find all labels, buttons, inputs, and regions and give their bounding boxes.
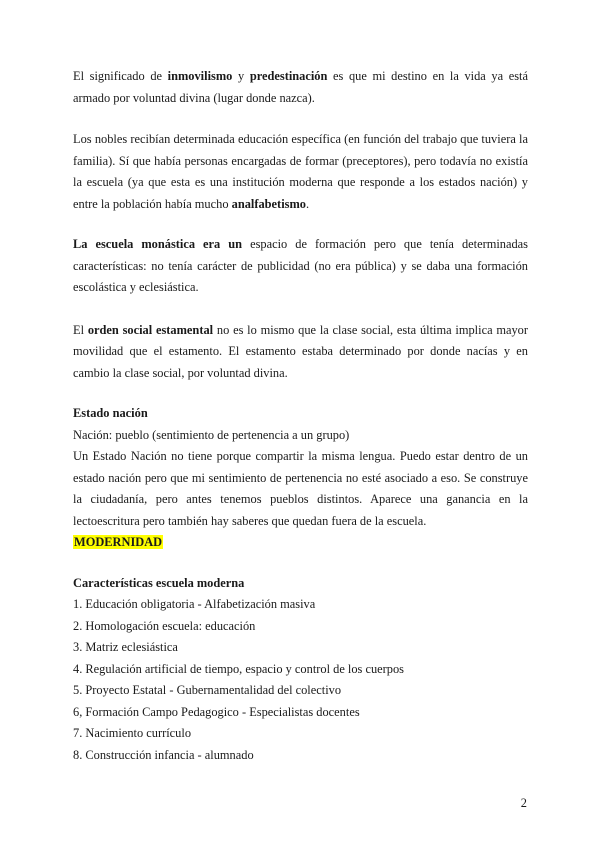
heading-estado-nacion: Estado nación (73, 406, 148, 420)
paragraph-inmovilismo: El significado de inmovilismo y predestinación es que mi destino en la vida ya está armado por voluntad divina (lugar donde nazca). (73, 69, 528, 105)
list-item: 5. Proyecto Estatal - Gubernamentalidad del colectivo (73, 683, 342, 697)
heading-caracteristicas: Características escuela moderna (73, 575, 245, 590)
list-item: 1. Educación obligatoria - Alfabetización masiva (73, 597, 316, 611)
paragraph-nobles: Los nobles recibían determinada educación específica (en función del trabajo que tuviera la familia). Sí que había personas encargadas de formar (preceptores), pero todavía no existía la escuela (ya que esta es una institución moderna que responde a los estados nación) y entre la población había mucho analfabetismo. (73, 132, 528, 211)
paragraph-orden-social: El orden social estamental no es lo mismo que la clase social, esta última implica mayor movilidad que el estamento. El estamento estaba determinado por donde nacías y en cambio la clase social, por voluntad divina. (73, 322, 529, 380)
term-analfabetismo: analfabetismo (231, 196, 306, 211)
list-item: 3. Matriz eclesiástica (73, 640, 178, 654)
term-orden-social: orden social estamental (87, 322, 214, 337)
term-escuela-monastica: La escuela monástica era un (73, 237, 243, 251)
page-number: 2 (520, 796, 527, 810)
list-item: 4. Regulación artificial de tiempo, espacio y control de los cuerpos (73, 661, 405, 676)
definition-nacion: Nación: pueblo (sentimiento de pertenencia a un grupo) (73, 427, 350, 442)
paragraph-escuela-monastica: La escuela monástica era un espacio de formación pero que tenía determinadas características: no tenía carácter de publicidad (no era pública) y se daba una formación escolástica y eclesiástica. (73, 237, 528, 294)
list-item: 7. Nacimiento currículo (73, 726, 192, 740)
characteristics-list (73, 594, 528, 766)
section-estado-nacion (73, 403, 528, 532)
list-item: 2. Homologación escuela: educación (73, 618, 256, 633)
term-inmovilismo: inmovilismo (167, 69, 233, 83)
section-caracteristicas (73, 573, 528, 767)
heading-modernidad: MODERNIDAD (74, 535, 163, 549)
list-item: 6, Formación Campo Pedagogico - Especialistas docentes (73, 704, 360, 719)
list-item: 8. Construcción infancia - alumnado (73, 747, 254, 762)
document-page (73, 66, 528, 766)
paragraph-estado-nacion: Un Estado Nación no tiene porque compartir la misma lengua. Puedo estar dentro de un estado nación pero que mi sentimiento de pertenencia no esté asociado a eso. Se construye la ciudadanía, pero antes tenemos pueblos distintos. Aparece una ganancia en la lectoescritura pero también hay saberes que quedan fuera de la escuela. (73, 449, 528, 528)
term-predestinacion: predestinación (249, 69, 328, 83)
